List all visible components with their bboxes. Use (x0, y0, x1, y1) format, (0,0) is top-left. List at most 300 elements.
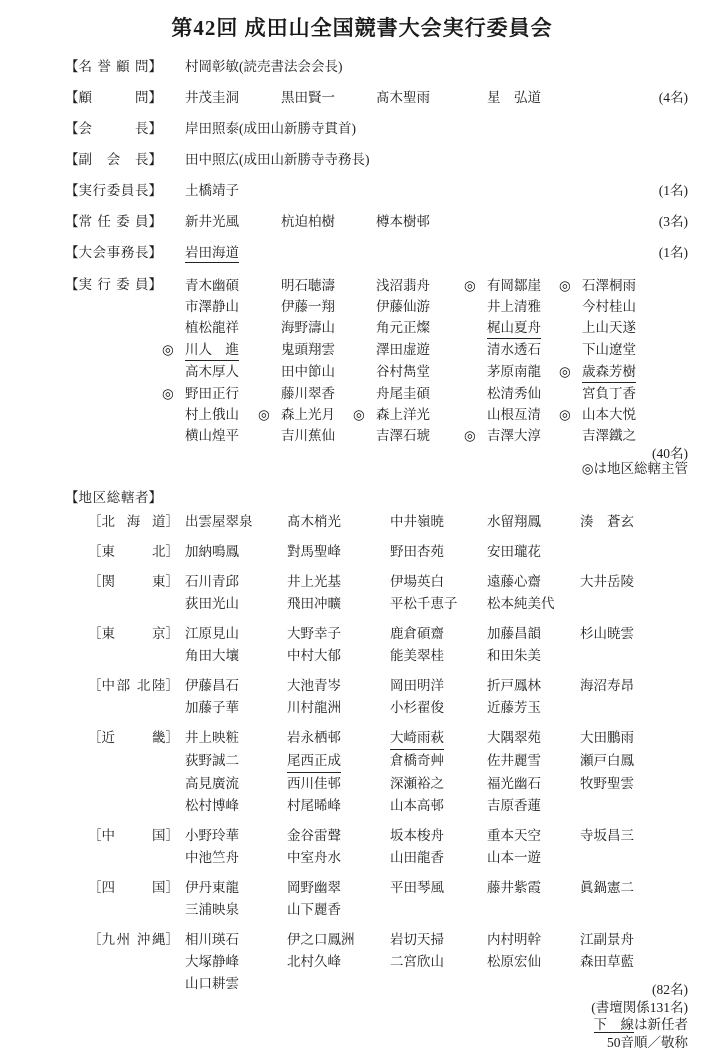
member-name: 高木厚人 (185, 361, 239, 382)
section-label-text: 実行委員 (79, 275, 149, 294)
member-name: 中井嶺暁 (390, 511, 444, 533)
member-name-cell (281, 361, 376, 383)
district-section (65, 541, 688, 563)
member-name-cell (376, 317, 487, 339)
member-name: 西川佳邨 (287, 773, 341, 795)
member-name: 伊丹東龍 (185, 877, 239, 899)
member-name-cell (185, 773, 287, 795)
member-name-cell (487, 383, 582, 404)
member-name-cell (185, 181, 281, 200)
member-row (185, 404, 688, 425)
section-label: 【実行委員】 (65, 275, 185, 476)
region-label: ［四国］ (65, 877, 185, 921)
member-rows (185, 275, 688, 476)
district-section (65, 571, 688, 615)
member-name: 市澤静山 (185, 296, 239, 317)
member-name-cell (287, 795, 390, 817)
member-name: 山本大悦 (582, 404, 636, 425)
member-name-cell (185, 361, 281, 383)
member-name-cell (582, 275, 636, 296)
member-name: 野田杏苑 (390, 541, 444, 563)
member-name-cell (185, 571, 287, 593)
member-name-cell (185, 847, 287, 869)
member-name-cell (185, 425, 281, 446)
member-name: 吉澤大淳 (487, 425, 541, 446)
member-row (185, 773, 688, 795)
member-name-cell (487, 645, 580, 667)
region-label: ［中部 北陸］ (65, 675, 185, 719)
member-count: (4名) (659, 88, 688, 107)
member-rows (185, 181, 688, 200)
member-name: 有岡鄒崖 (487, 275, 541, 296)
member-name-cell (390, 593, 487, 615)
member-name-cell (580, 623, 634, 645)
member-row (185, 795, 688, 817)
member-rows (185, 57, 688, 76)
region-label-text: 九州 沖縄 (102, 929, 166, 951)
section-label: 【名誉顧問】 (65, 57, 185, 76)
member-name: 田中節山 (281, 361, 335, 382)
member-row (185, 877, 688, 899)
officer-section (65, 119, 688, 138)
district-section (65, 825, 688, 869)
member-row (185, 212, 688, 231)
officer-section (65, 275, 688, 476)
section-label-text: 名誉顧問 (79, 57, 149, 76)
member-name: 折戸鳳林 (487, 675, 541, 697)
member-name-cell (580, 571, 634, 593)
district-chief-marker-icon: ◎ (559, 275, 571, 296)
member-name: 瀬戸白鳳 (580, 750, 634, 772)
member-name: 牧野聖雲 (580, 773, 634, 795)
section-label-text: 実行委員長 (79, 181, 149, 200)
officer-section (65, 57, 688, 76)
member-name: 山本高邨 (390, 795, 444, 817)
member-row (185, 697, 688, 719)
member-name: 荻田光山 (185, 593, 239, 615)
officer-sections (65, 57, 688, 476)
region-label-text: 関東 (102, 571, 166, 593)
member-name-cell (390, 750, 487, 773)
member-name: 加藤昌韻 (487, 623, 541, 645)
member-name: 岡田明洋 (390, 675, 444, 697)
member-name: 松清秀仙 (487, 383, 541, 404)
member-name-cell (487, 795, 580, 817)
member-name: 山根亙清 (487, 404, 541, 425)
member-name: 山田龍香 (390, 847, 444, 869)
shodan-related-count: (書壇関係131名) (65, 999, 688, 1017)
member-name: 舟尾圭碩 (376, 383, 430, 404)
member-rows (185, 929, 688, 995)
member-count: (1名) (659, 243, 688, 262)
member-name: 森田草藍 (580, 951, 634, 973)
section-label-text: 大会事務長 (79, 243, 149, 262)
officer-section (65, 88, 688, 107)
member-name-cell (287, 727, 390, 750)
member-name: 鹿倉碩齋 (390, 623, 444, 645)
member-name: 黒田賢一 (281, 88, 335, 107)
member-name-cell (390, 511, 487, 533)
member-name-cell (185, 877, 287, 899)
member-name-cell (185, 750, 287, 773)
member-name: 村上俄山 (185, 404, 239, 425)
member-name: 宮負丁香 (582, 383, 636, 404)
member-name-cell (185, 212, 281, 231)
member-name: 山本一遊 (487, 847, 541, 869)
member-rows (185, 243, 688, 263)
member-name: 小野玲華 (185, 825, 239, 847)
member-name: 出雲屋翠泉 (185, 511, 253, 533)
member-name-cell (287, 593, 390, 615)
member-name: 川村龍洲 (287, 697, 341, 719)
district-chiefs-header: 【地区総轄者】 (65, 488, 688, 507)
member-name-cell (281, 88, 376, 107)
member-name: 坂本梭舟 (390, 825, 444, 847)
member-name-cell (185, 727, 287, 750)
member-name-cell (487, 571, 580, 593)
member-name-cell (487, 317, 582, 339)
member-name-cell (487, 511, 580, 533)
district-section (65, 727, 688, 817)
member-name: 梶山夏舟 (487, 317, 541, 339)
member-name: 青木幽碩 (185, 275, 239, 296)
member-rows (185, 541, 688, 563)
region-label: ［中国］ (65, 825, 185, 869)
member-rows (185, 675, 688, 719)
member-name: 加藤子華 (185, 697, 239, 719)
member-name-cell (487, 425, 582, 446)
member-name: 眞鍋憲二 (580, 877, 634, 899)
section-label: 【会長】 (65, 119, 185, 138)
member-name-cell (582, 317, 636, 339)
member-name-cell (487, 951, 580, 973)
region-label-text: 東京 (102, 623, 166, 645)
member-name: 井上清雅 (487, 296, 541, 317)
member-name: 下山遼堂 (582, 339, 636, 360)
member-name-cell (376, 88, 487, 107)
region-label-text: 近畿 (102, 727, 166, 749)
member-name: 野田正行 (185, 383, 239, 404)
member-name-cell (582, 404, 636, 425)
member-name-cell (580, 511, 634, 533)
member-name: 遠藤心齋 (487, 571, 541, 593)
member-row (185, 825, 688, 847)
member-name-cell (580, 750, 634, 773)
member-name-cell (582, 339, 636, 361)
member-name-cell (580, 951, 634, 973)
member-name: 二宮欣山 (390, 951, 444, 973)
member-name-cell (487, 88, 582, 107)
member-name-cell (487, 623, 580, 645)
member-name-cell (582, 361, 636, 383)
member-count: (40名) (185, 446, 688, 461)
member-row (185, 727, 688, 750)
section-label: 【実行委員長】 (65, 181, 185, 200)
member-name-cell (487, 750, 580, 773)
member-name-cell (487, 697, 580, 719)
member-name-cell (185, 383, 281, 404)
member-rows (185, 88, 688, 107)
member-name-cell (287, 645, 390, 667)
member-name: 岩永栖邨 (287, 727, 341, 749)
member-name: 吉川蕉仙 (281, 425, 335, 446)
member-name-cell (287, 773, 390, 795)
member-rows (185, 727, 688, 817)
member-name: 加納鳴鳳 (185, 541, 239, 563)
member-row (185, 973, 688, 995)
member-name: 江原見山 (185, 623, 239, 645)
member-name: 伊場英白 (390, 571, 444, 593)
member-name: 吉澤鐵之 (582, 425, 636, 446)
member-name-cell (582, 296, 636, 317)
region-label: ［近畿］ (65, 727, 185, 817)
member-name: 中室舟水 (287, 847, 341, 869)
district-chief-marker-icon: ◎ (464, 275, 476, 296)
member-row (185, 571, 688, 593)
member-row (185, 593, 688, 615)
member-name: 飛田冲曠 (287, 593, 341, 615)
member-name-cell (185, 275, 281, 296)
officer-section (65, 181, 688, 200)
member-name-cell (580, 727, 634, 750)
member-rows (185, 825, 688, 869)
member-name-cell (487, 773, 580, 795)
member-name: 今村桂山 (582, 296, 636, 317)
officer-section (65, 212, 688, 231)
section-label: 【顧問】 (65, 88, 185, 107)
member-name-cell (376, 212, 487, 231)
member-row (185, 181, 688, 200)
district-chief-marker-icon: ◎ (559, 404, 571, 425)
member-name: 井上光基 (287, 571, 341, 593)
member-name-cell (287, 750, 390, 773)
member-name: 杭迫柏樹 (281, 212, 335, 231)
region-label-text: 中国 (102, 825, 166, 847)
member-name-cell (376, 296, 487, 317)
member-name: 能美翠桂 (390, 645, 444, 667)
member-count: (1名) (659, 181, 688, 200)
member-row (185, 541, 688, 563)
section-label-text: 会長 (79, 119, 149, 138)
member-name-cell (487, 593, 580, 615)
member-name-cell (390, 773, 487, 795)
member-name-cell (287, 511, 390, 533)
underline-legend (65, 1016, 688, 1034)
member-name: 吉澤石琥 (376, 425, 430, 446)
member-name: 村尾晞峰 (287, 795, 341, 817)
member-name: 松原宏仙 (487, 951, 541, 973)
member-row (185, 339, 688, 361)
officer-section (65, 150, 688, 169)
ordering-note: 50音順／敬称 (65, 1034, 688, 1051)
member-row (185, 296, 688, 317)
member-name: 髙木聖雨 (376, 88, 430, 107)
member-name: 植松龍祥 (185, 317, 239, 338)
member-rows (185, 571, 688, 615)
member-name-cell (487, 929, 580, 951)
region-label: ［東京］ (65, 623, 185, 667)
officer-section (65, 243, 688, 263)
member-name: 井茂圭洞 (185, 88, 239, 107)
member-name-cell (185, 119, 356, 138)
page-title: 第42回 成田山全国競書大会実行委員会 (0, 12, 724, 42)
member-rows (185, 119, 688, 138)
district-chief-marker-icon: ◎ (162, 339, 174, 360)
member-name-cell (185, 296, 281, 317)
member-row (185, 150, 688, 169)
district-chief-marker-icon: ◎ (258, 404, 270, 425)
member-name-cell (281, 383, 376, 404)
section-label: 【副会長】 (65, 150, 185, 169)
member-name-cell (376, 361, 487, 383)
district-section (65, 929, 688, 995)
member-name: 松本純美代 (487, 593, 555, 615)
member-name: 近藤芳玉 (487, 697, 541, 719)
member-name: 藤川翠香 (281, 383, 335, 404)
member-name: 中池竺舟 (185, 847, 239, 869)
member-row (185, 57, 688, 76)
member-name: 高見廣流 (185, 773, 239, 795)
member-name: 倉橋奇艸 (390, 750, 444, 772)
member-name: 大田鵬雨 (580, 727, 634, 749)
member-name-cell (487, 541, 580, 563)
member-name: 井上映粧 (185, 727, 239, 749)
member-row (185, 750, 688, 773)
member-name-cell (185, 541, 287, 563)
member-name-cell (281, 425, 376, 446)
member-name: 横山煌平 (185, 425, 239, 446)
district-chief-marker-icon: ◎ (464, 425, 476, 446)
member-row (185, 425, 688, 446)
member-name: 伊之口鳳洲 (287, 929, 355, 951)
member-row (185, 119, 688, 138)
region-label: ［東北］ (65, 541, 185, 563)
member-rows (185, 150, 688, 169)
member-name: 大池青岑 (287, 675, 341, 697)
member-count: (3名) (659, 212, 688, 231)
member-rows (185, 212, 688, 231)
underline-legend-sample: 下 線 (594, 1017, 635, 1033)
section-label-text: 常任委員 (79, 212, 149, 231)
member-name: 佐井麗雪 (487, 750, 541, 772)
member-name-cell (376, 404, 487, 425)
member-name-cell (185, 317, 281, 339)
member-row (185, 623, 688, 645)
member-name-cell (185, 623, 287, 645)
member-name-cell (580, 825, 634, 847)
member-name-cell (580, 877, 634, 899)
member-name: 森上光月 (281, 404, 335, 425)
member-name: 山口耕雲 (185, 973, 239, 995)
region-label-text: 中部 北陸 (102, 675, 166, 697)
member-name-cell (281, 317, 376, 339)
underline-legend-text: は新任者 (634, 1017, 688, 1032)
region-label: ［北海道］ (65, 511, 185, 533)
district-chief-marker-icon: ◎ (559, 361, 571, 382)
member-name: 大井岳陵 (580, 571, 634, 593)
member-name: 杉山暁雲 (580, 623, 634, 645)
member-name: 大塚静峰 (185, 951, 239, 973)
district-chief-marker-icon: ◎ (162, 383, 174, 404)
district-chief-marker-icon: ◎ (353, 404, 365, 425)
member-name-cell (580, 675, 634, 697)
district-section (65, 877, 688, 921)
member-name: 内村明幹 (487, 929, 541, 951)
member-name-cell (287, 541, 390, 563)
member-name-cell (390, 541, 487, 563)
member-name: 岩田海道 (185, 243, 239, 263)
member-name: 大野幸子 (287, 623, 341, 645)
member-row (185, 847, 688, 869)
member-name: 安田瓏花 (487, 541, 541, 563)
total-count: (82名) (65, 981, 688, 999)
member-name-cell (287, 697, 390, 719)
member-name: 伊藤昌石 (185, 675, 239, 697)
member-name-cell (185, 243, 281, 263)
member-name-cell (487, 825, 580, 847)
marker-footnote: ◎は地区総轄主管 (185, 461, 688, 476)
member-name-cell (185, 973, 287, 995)
member-name-cell (487, 675, 580, 697)
section-label: 【常任委員】 (65, 212, 185, 231)
member-name: 樽本樹邨 (376, 212, 430, 231)
member-name-cell (390, 795, 487, 817)
section-label-text: 顧問 (79, 88, 149, 107)
member-name: 湊 蒼玄 (580, 511, 634, 533)
member-name: 伊藤仙游 (376, 296, 430, 317)
member-name-cell (582, 425, 636, 446)
member-name-cell (185, 825, 287, 847)
district-sections (65, 511, 688, 995)
member-name: 海野濤山 (281, 317, 335, 338)
member-name: 浅沼翡舟 (376, 275, 430, 296)
member-name: 三浦映泉 (185, 899, 239, 921)
member-name: 大崎雨萩 (390, 727, 444, 750)
member-name: 吉原香蓮 (487, 795, 541, 817)
member-row (185, 275, 688, 296)
member-name: 岡野幽翠 (287, 877, 341, 899)
member-name-cell (281, 275, 376, 296)
member-name: 岸田照泰(成田山新勝寺貫首) (185, 119, 356, 138)
member-name-cell (185, 88, 281, 107)
member-name: 尾西正成 (287, 750, 341, 773)
member-row (185, 899, 688, 921)
member-name: 水留翔鳳 (487, 511, 541, 533)
member-name: 重本天空 (487, 825, 541, 847)
member-name-cell (185, 57, 343, 76)
region-label: ［関東］ (65, 571, 185, 615)
member-name: 北村久峰 (287, 951, 341, 973)
member-name: 金谷雷聲 (287, 825, 341, 847)
member-name-cell (185, 511, 287, 533)
region-label-text: 四国 (102, 877, 166, 899)
member-name: 平田琴風 (390, 877, 444, 899)
member-name: 小杉翟俊 (390, 697, 444, 719)
member-rows (185, 511, 688, 533)
member-name: 福光幽石 (487, 773, 541, 795)
member-name: 平松千恵子 (390, 593, 458, 615)
member-name-cell (185, 899, 287, 921)
member-name: 岩切天掃 (390, 929, 444, 951)
member-name-cell (390, 571, 487, 593)
member-name-cell (390, 847, 487, 869)
member-name-cell (390, 825, 487, 847)
section-label-text: 副会長 (79, 150, 149, 169)
member-name: 大隅翠苑 (487, 727, 541, 749)
member-name: 相川瑛石 (185, 929, 239, 951)
member-name-cell (185, 593, 287, 615)
district-section (65, 675, 688, 719)
